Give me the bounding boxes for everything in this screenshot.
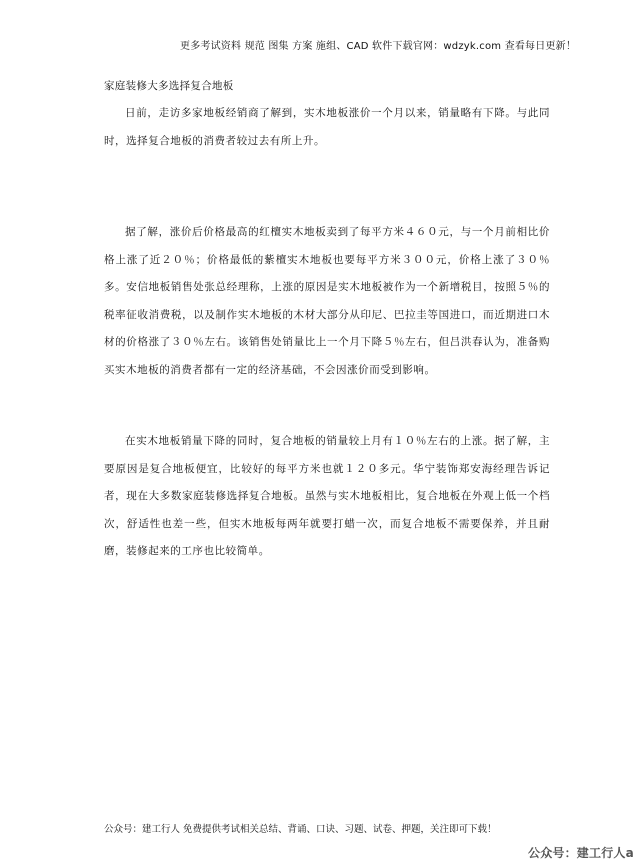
paragraph-1: 日前，走访多家地板经销商了解到，实木地板涨价一个月以来，销量略有下降。与此同时，选择复合地板的消费者较过去有所上升。	[104, 107, 550, 147]
page-footer-text: 公众号：建工行人 免费提供考试相关总结、背诵、口诀、习题、试卷、押题，关注即可下载！	[104, 824, 497, 835]
page-header-text: 更多考试资料 规范 图集 方案 施组、CAD 软件下载官网：wdzyk.com 查看每日更新！	[180, 41, 577, 52]
document-title: 家庭装修大多选择复合地板	[104, 80, 234, 92]
watermark-text: 公众号：建工行人a	[528, 846, 634, 860]
paragraph-3: 在实木地板销量下降的同时，复合地板的销量较上月有１０％左右的上涨。据了解，主要原因是复合地板便宜，比较好的每平方米也就１２０多元。华宁装饰郑安海经理告诉记者，现在大多数家庭装修选择复合地板。虽然与实木地板相比，复合地板在外观上低一个档次，舒适性也差一些，但实木地板每两年就要打蜡一次，而复合地板不需要保养，并且耐磨，装修起来的工序也比较简单。	[104, 435, 550, 558]
paragraph-2: 据了解，涨价后价格最高的红檀实木地板卖到了每平方米４６０元，与一个月前相比价格上涨了近２０％；价格最低的紫檀实木地板也要每平方米３００元，价格上涨了３０％多。安信地板销售处张总经理称，上涨的原因是实木地板被作为一个新增税目，按照５％的税率征收消费税，以及制作实木地板的木材大部分从印尼、巴拉圭等国进口，而近期进口木材的价格涨了３０％左右。该销售处销量比上一个月下降５％左右，但吕洪春认为，准备购买实木地板的消费者都有一定的经济基础，不会因涨价而受到影响。	[104, 226, 550, 376]
